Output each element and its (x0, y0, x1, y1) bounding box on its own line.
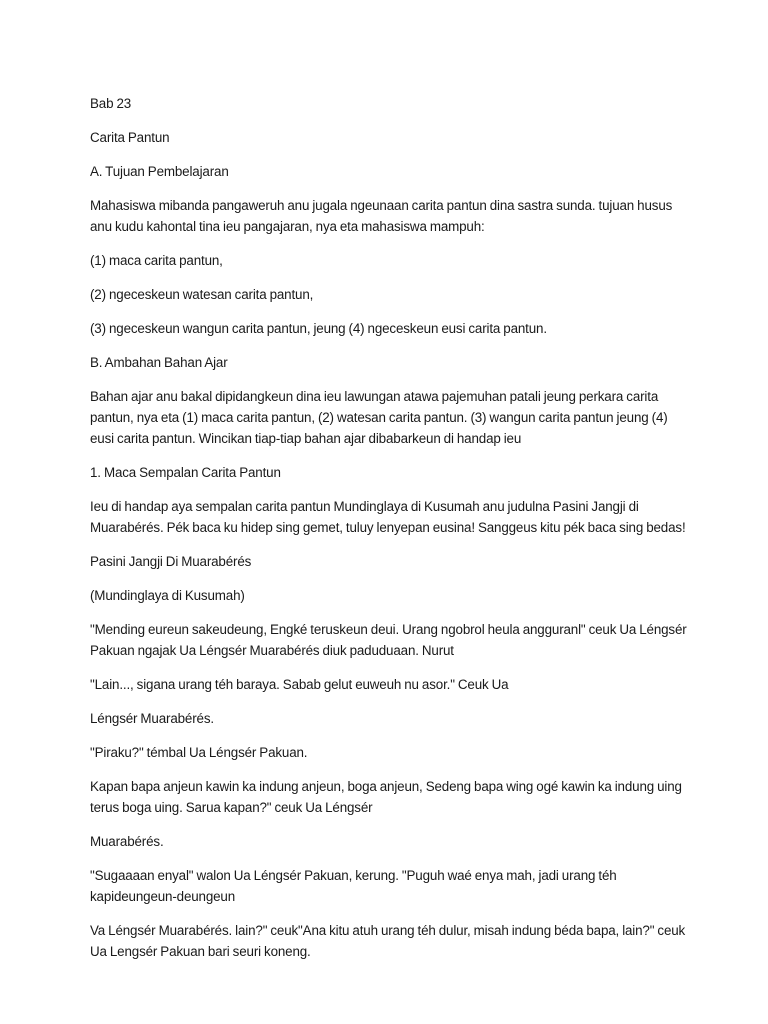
chapter-title: Carita Pantun (90, 130, 170, 145)
objective-1: (1) maca carita pantun, (90, 253, 223, 268)
objective-2: (2) ngeceskeun watesan carita pantun, (90, 287, 314, 302)
story-paragraph: Léngsér Muarabérés. (90, 711, 214, 726)
story-paragraph: "Sugaaaan enyal" walon Ua Léngsér Pakuan, kerung. "Puguh waé enya mah, jadi urang téh kapideungeun-deungeun (90, 868, 617, 904)
story-paragraph: Muarabérés. (90, 834, 164, 849)
story-paragraph: Va Léngsér Muarabérés. lain?" ceuk"Ana kitu atuh urang téh dulur, misah indung béda bapa, lain?" ceuk Ua Lengsér Pakuan bari seuri koneng. (90, 923, 686, 959)
section-b-heading: B. Ambahan Bahan Ajar (90, 355, 228, 370)
story-paragraph: "Lain..., sigana urang téh baraya. Sabab gelut euweuh nu asor." Ceuk Ua (90, 677, 509, 692)
story-paragraph: "Mending eureun sakeudeung, Engké teruskeun deui. Urang ngobrol heula angguranl" ceuk Ua Léngsér Pakuan ngajak Ua Léngsér Muarabérés diuk paduduaan. Nurut (90, 622, 687, 658)
story-paragraph: Kapan bapa anjeun kawin ka indung anjeun, boga anjeun, Sedeng bapa wing ogé kawin ka indung uing terus boga uing. Sarua kapan?" ceuk Ua Léngsér (90, 779, 682, 815)
chapter-heading: Bab 23 (90, 96, 132, 111)
objective-3: (3) ngeceskeun wangun carita pantun, jeung (4) ngeceskeun eusi carita pantun. (90, 321, 547, 336)
document-page (90, 93, 690, 975)
subsection-1-heading: 1. Maca Sempalan Carita Pantun (90, 465, 281, 480)
bahan-ajar-paragraph: Bahan ajar anu bakal dipidangkeun dina ieu lawungan atawa pajemuhan patali jeung perkara carita pantun, nya eta (1) maca carita pantun, (2) watesan carita pantun. (3) wangun carita pantun jeung (4) eusi carita pantun. Wincikan tiap-tiap bahan ajar dibabarkeun di handap ieu (90, 389, 668, 446)
section-a-heading: A. Tujuan Pembelajaran (90, 164, 229, 179)
sempalan-intro-paragraph: Ieu di handap aya sempalan carita pantun Mundinglaya di Kusumah anu judulna Pasini Jangji di Muarabérés. Pék baca ku hidep sing gemet, tuluy lenyepan eusina! Sanggeus kitu pék baca sing bedas! (90, 499, 686, 535)
intro-paragraph: Mahasiswa mibanda pangaweruh anu jugala ngeunaan carita pantun dina sastra sunda. tujuan husus anu kudu kahontal tina ieu pangajaran, nya eta mahasiswa mampuh: (90, 198, 673, 234)
story-paragraph: "Piraku?" témbal Ua Léngsér Pakuan. (90, 745, 308, 760)
story-source: (Mundinglaya di Kusumah) (90, 588, 245, 603)
story-title: Pasini Jangji Di Muarabérés (90, 554, 252, 569)
